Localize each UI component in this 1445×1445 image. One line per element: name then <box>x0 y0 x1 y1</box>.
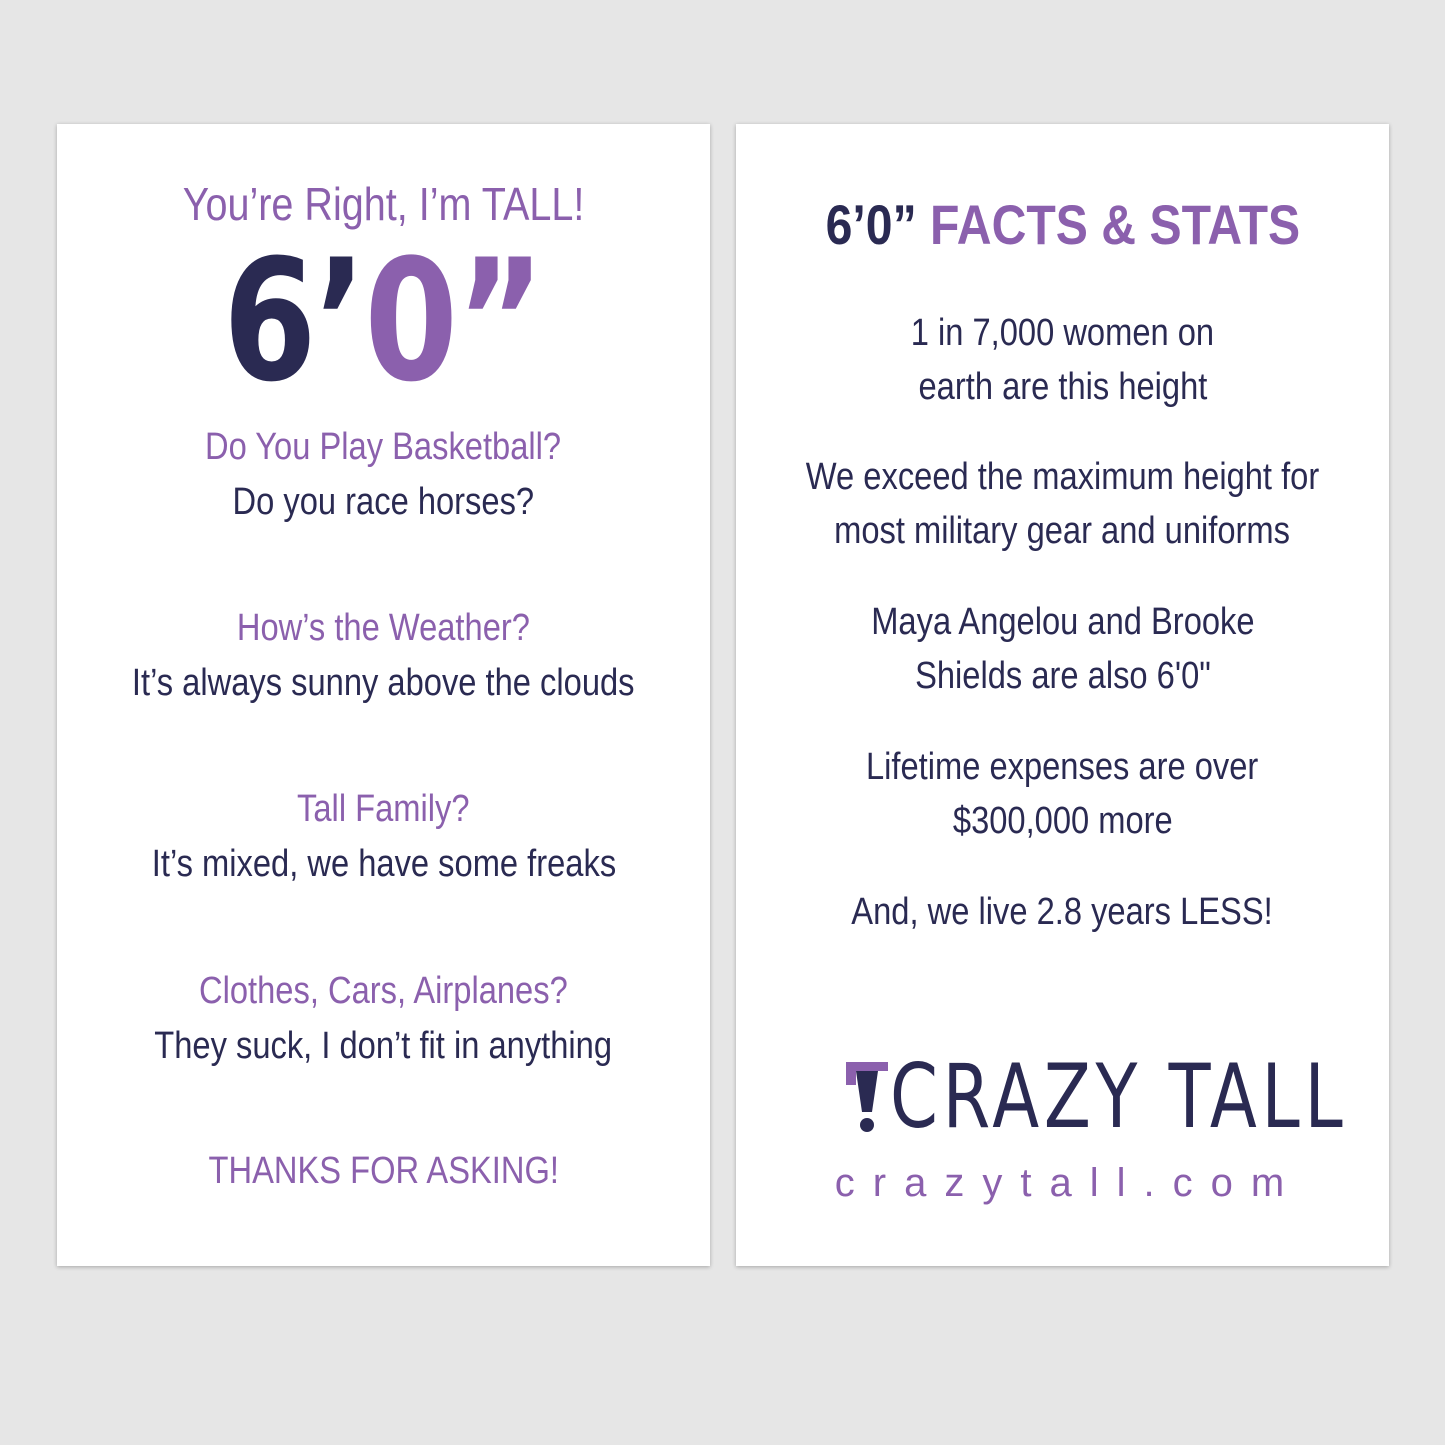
big-height-display <box>57 223 710 419</box>
right-card <box>736 124 1389 1266</box>
fact-item: Lifetime expenses are over $300,000 more <box>866 746 1259 842</box>
exclamation-t-logo-icon <box>846 1062 888 1134</box>
fact-item: Maya Angelou and Brooke Shields are also 6'0" <box>870 601 1255 697</box>
qa-answer: It’s always sunny above the clouds <box>132 662 635 704</box>
brand-url: crazytall.com <box>834 1161 1303 1205</box>
greeting-headline: You’re Right, I’m TALL! <box>182 178 585 230</box>
height-inches: 0” <box>364 223 544 419</box>
left-card <box>57 124 710 1266</box>
brand-name: CRAZY TALL <box>890 1045 1348 1148</box>
closing-text: THANKS FOR ASKING! <box>208 1150 559 1192</box>
qa-block <box>57 601 710 711</box>
fact-item: 1 in 7,000 women on earth are this height <box>910 312 1215 408</box>
brand-logo <box>736 1045 1389 1148</box>
qa-question: How’s the Weather? <box>236 607 531 649</box>
facts-title-rest: FACTS & STATS <box>929 193 1300 256</box>
qa-question: Clothes, Cars, Airplanes? <box>199 970 568 1012</box>
qa-block <box>57 782 710 892</box>
qa-block <box>57 964 710 1074</box>
facts-title <box>736 190 1389 260</box>
qa-answer: It’s mixed, we have some freaks <box>151 843 616 885</box>
facts-title-height: 6’0” <box>825 193 917 256</box>
height-feet: 6’ <box>223 223 365 419</box>
qa-answer: Do you race horses? <box>232 481 535 523</box>
qa-answer: They suck, I don’t fit in anything <box>154 1025 613 1067</box>
fact-item: And, we live 2.8 years LESS! <box>851 891 1274 933</box>
qa-question: Do You Play Basketball? <box>205 426 562 468</box>
qa-question: Tall Family? <box>297 788 470 830</box>
fact-item: We exceed the maximum height for most military gear and uniforms <box>805 456 1320 552</box>
qa-block <box>57 420 710 530</box>
